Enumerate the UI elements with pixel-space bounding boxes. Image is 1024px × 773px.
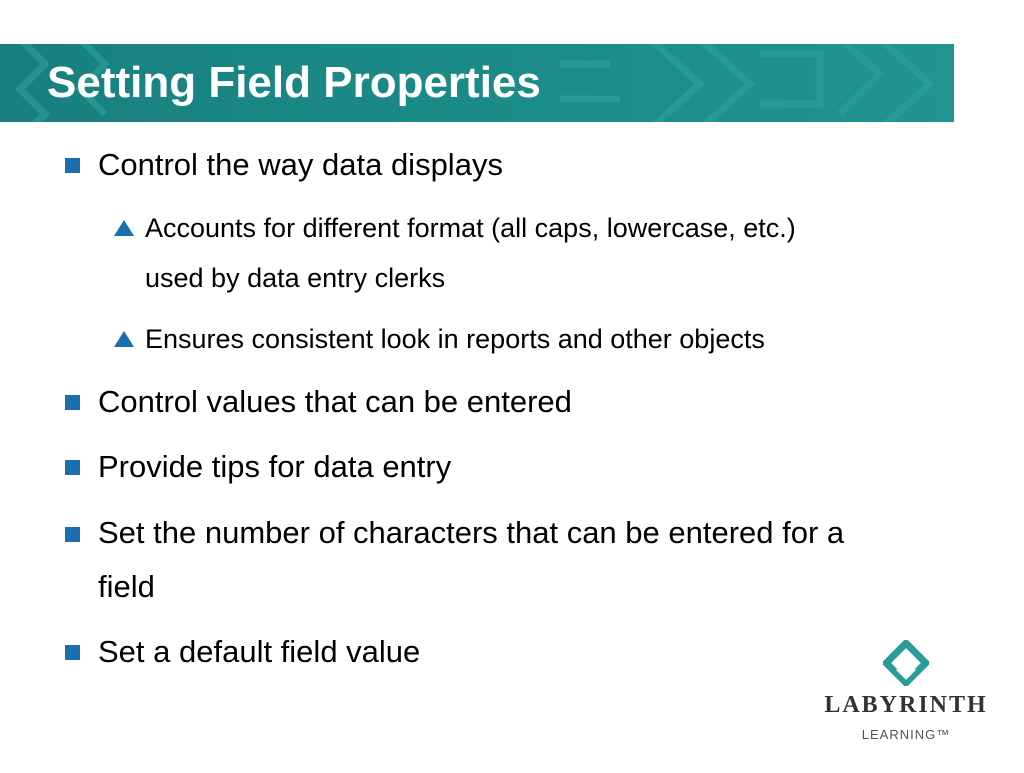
slide-title: Setting Field Properties [47,58,541,107]
sub-bullet-text-line: Accounts for different format (all caps, lowercase, etc.) [145,213,796,243]
triangle-bullet-icon [114,220,134,236]
sub-bullet-text: Ensures consistent look in reports and other objects [145,324,765,354]
triangle-bullet-icon [114,331,134,347]
square-bullet-icon [65,527,80,542]
labyrinth-logo [816,640,996,750]
square-bullet-icon [65,645,80,660]
bullet-text: Set a default field value [98,634,421,669]
bullet-text: Control values that can be entered [98,384,572,419]
square-bullet-icon [65,460,80,475]
square-bullet-icon [65,395,80,410]
logo-subtitle: LEARNING™ [861,727,951,742]
bullet-text-line: Set the number of characters that can be entered for a [98,515,845,550]
square-bullet-icon [65,158,80,173]
bullet-text-line: field [98,569,155,604]
diamond-logo-icon [883,640,929,686]
bullet-text: Provide tips for data entry [98,449,452,484]
sub-bullet-text-line: used by data entry clerks [145,263,446,293]
bullet-text: Control the way data displays [98,147,503,182]
logo-name: LABYRINTH [824,692,988,718]
